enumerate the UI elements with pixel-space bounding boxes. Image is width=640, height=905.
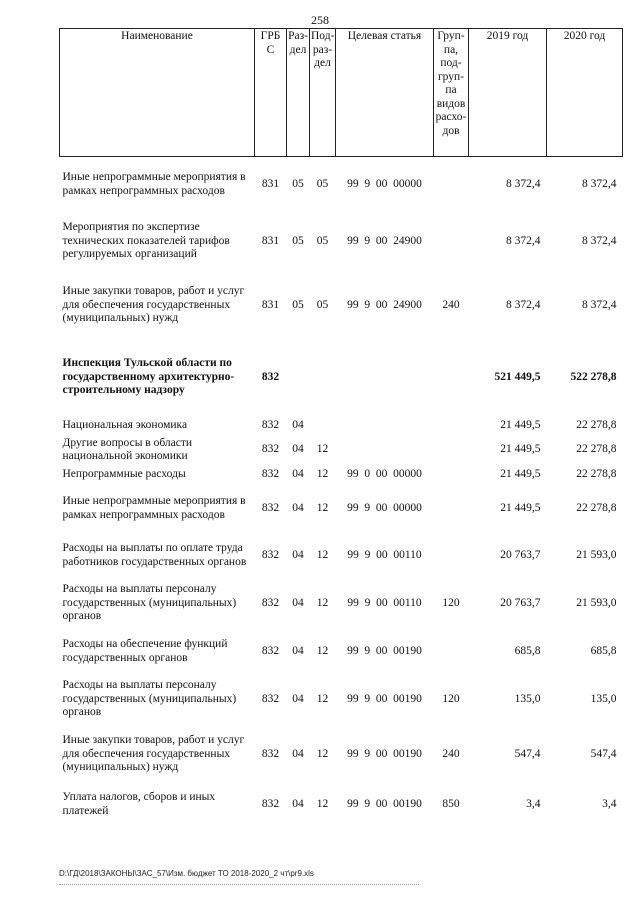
row-2020: 22 278,8: [576, 467, 617, 480]
row-2020: 685,8: [590, 644, 617, 657]
row-grbs: 832: [261, 418, 280, 431]
row-name: Непрограммные расходы: [62, 467, 186, 480]
row-2020: 3,4: [602, 797, 617, 810]
row-podrazdel: 12: [316, 692, 329, 705]
row-2020: 21 593,0: [576, 596, 617, 609]
table-row: [60, 437, 623, 464]
row-podrazdel: 12: [316, 596, 329, 609]
row-podrazdel: 12: [316, 501, 329, 514]
header-grbs: ГРБ С: [255, 29, 287, 157]
page-number: 258: [311, 13, 329, 27]
row-tselevaya: 99 9 00 00110: [347, 548, 422, 561]
row-gruppa: 850: [442, 797, 460, 810]
row-razdel: 05: [292, 298, 304, 311]
table-row: [60, 532, 623, 580]
row-tselevaya: 99 9 00 00190: [347, 692, 422, 705]
row-tselevaya: 99 9 00 00000: [347, 501, 422, 514]
table-row: [60, 628, 623, 676]
row-2019: 20 763,7: [500, 596, 541, 609]
row-2020: 8 372,4: [582, 298, 617, 311]
table-row: [60, 486, 623, 532]
row-2019: 685,8: [514, 644, 541, 657]
row-2019: 3,4: [526, 797, 541, 810]
row-2020: 22 278,8: [576, 501, 617, 514]
row-name: Национальная экономика: [62, 418, 188, 431]
row-2019: 20 763,7: [500, 548, 541, 561]
row-2019: 21 449,5: [500, 501, 541, 514]
row-name: Расходы на обеспечение функций государственных органов: [62, 638, 228, 664]
row-name: Иные непрограммные мероприятия в рамках непрограммных расходов: [62, 495, 246, 521]
row-razdel: 04: [292, 418, 304, 431]
row-gruppa: [434, 532, 469, 580]
row-razdel: 04: [292, 548, 304, 561]
row-gruppa: [434, 157, 469, 213]
row-name: Иные закупки товаров, работ и услуг для обеспечения государственных (муниципальных) нужд: [62, 734, 245, 774]
row-tselevaya: 99 0 00 00000: [347, 467, 422, 480]
row-tselevaya: 99 9 00 00000: [347, 178, 422, 190]
row-grbs: 832: [261, 548, 280, 561]
row-grbs: 831: [261, 234, 280, 247]
row-podrazdel: 12: [316, 548, 329, 561]
row-tselevaya: 99 9 00 24900: [347, 234, 422, 247]
table-row: [60, 464, 623, 486]
row-2020: 22 278,8: [576, 418, 617, 431]
footer-file-path: D:\ГД\2018\ЗАКОНЫ\ЗАС_57\Изм. бюджет ТО 2018-2020_2 чт\pr9.xls: [59, 869, 314, 878]
table-row: [60, 676, 623, 724]
row-gruppa: [434, 341, 469, 415]
table-row: [60, 580, 623, 628]
row-razdel: 05: [292, 234, 304, 247]
row-gruppa: [434, 628, 469, 676]
row-2020: 8 372,4: [582, 234, 617, 247]
row-name: Расходы на выплаты персоналу государственных (муниципальных) органов: [62, 583, 237, 623]
header-2019: 2019 год: [469, 29, 547, 157]
row-podrazdel: 05: [316, 178, 329, 190]
row-name: Расходы на выплаты по оплате труда работников государственных органов: [62, 542, 247, 568]
table-row: [60, 213, 623, 271]
row-grbs: 832: [261, 692, 280, 705]
row-grbs: 832: [261, 370, 280, 383]
row-razdel: 04: [292, 596, 304, 609]
header-razdel: Раз- дел: [287, 29, 310, 157]
row-2019: 547,4: [514, 747, 541, 760]
row-gruppa: 120: [442, 692, 460, 705]
row-tselevaya: [336, 341, 434, 415]
row-gruppa: [434, 486, 469, 532]
row-2020: 22 278,8: [576, 443, 617, 456]
row-2019: 21 449,5: [500, 467, 541, 480]
row-gruppa: 240: [442, 298, 460, 311]
row-2019: 21 449,5: [500, 418, 541, 431]
row-2019: 521 449,5: [494, 370, 541, 383]
table-row: [60, 415, 623, 437]
row-name: Мероприятия по экспертизе технических показателей тарифов регулируемых организаций: [62, 221, 230, 261]
row-tselevaya: 99 9 00 00110: [347, 596, 422, 609]
table-row: [60, 157, 623, 213]
row-grbs: 831: [261, 298, 280, 311]
row-2019: 21 449,5: [500, 443, 541, 456]
row-grbs: 832: [261, 644, 280, 657]
table-row: [60, 341, 623, 415]
row-tselevaya: 99 9 00 00190: [347, 644, 422, 657]
row-grbs: 832: [261, 501, 280, 514]
row-gruppa: 120: [442, 596, 460, 609]
row-gruppa: 240: [442, 747, 460, 760]
row-gruppa: [434, 415, 469, 437]
row-razdel: 04: [292, 644, 304, 657]
table-header-row: [60, 29, 623, 157]
row-podrazdel: 12: [316, 747, 329, 760]
row-razdel: 04: [292, 692, 304, 705]
header-2020: 2020 год: [547, 29, 623, 157]
row-name: Другие вопросы в области национальной экономики: [62, 436, 193, 462]
row-gruppa: [434, 464, 469, 486]
row-razdel: 04: [292, 797, 304, 810]
header-podrazdel: Под- раз- дел: [310, 29, 336, 157]
row-name: Уплата налогов, сборов и иных платежей: [62, 791, 216, 817]
header-tselevaya: Целевая статья: [336, 29, 434, 157]
row-2020: 21 593,0: [576, 548, 617, 561]
row-razdel: [287, 341, 310, 415]
row-gruppa: [434, 213, 469, 271]
row-razdel: 04: [292, 501, 304, 514]
row-grbs: 832: [261, 467, 280, 480]
row-2019: 135,0: [514, 692, 541, 705]
row-podrazdel: 05: [316, 298, 329, 311]
row-podrazdel: [310, 415, 336, 437]
row-podrazdel: [310, 341, 336, 415]
row-2020: 547,4: [590, 747, 617, 760]
row-tselevaya: 99 9 00 24900: [347, 298, 422, 311]
row-tselevaya: 99 9 00 00190: [347, 747, 422, 760]
row-grbs: 832: [261, 747, 280, 760]
row-razdel: 04: [292, 747, 304, 760]
row-razdel: 04: [292, 467, 304, 480]
row-name: Инспекция Тульской области по государственному архитектурно-строительному надзору: [62, 357, 235, 397]
row-2020: 522 278,8: [570, 370, 617, 383]
row-podrazdel: 12: [316, 467, 329, 480]
row-2020: 8 372,4: [582, 178, 617, 190]
row-podrazdel: 05: [316, 234, 329, 247]
row-2019: 8 372,4: [506, 234, 541, 247]
row-tselevaya: [336, 437, 434, 464]
header-gruppa: Груп- па, под- груп- па видов расхо- дов: [434, 29, 469, 157]
row-tselevaya: 99 9 00 00190: [347, 797, 422, 810]
row-podrazdel: 12: [316, 644, 329, 657]
row-gruppa: [434, 437, 469, 464]
row-podrazdel: 12: [316, 443, 329, 456]
row-2019: 8 372,4: [506, 178, 541, 190]
row-podrazdel: 12: [316, 797, 329, 810]
budget-table: [59, 28, 623, 824]
table-row: [60, 786, 623, 824]
row-name: Иные закупки товаров, работ и услуг для обеспечения государственных (муниципальных) нужд: [62, 285, 245, 325]
table-row: [60, 271, 623, 341]
row-grbs: 832: [261, 797, 280, 810]
row-2020: 135,0: [590, 692, 617, 705]
footer-rule: [59, 884, 419, 886]
row-grbs: 831: [261, 178, 280, 190]
row-name: Расходы на выплаты персоналу государственных (муниципальных) органов: [62, 679, 237, 719]
table-row: [60, 724, 623, 786]
row-tselevaya: [336, 415, 434, 437]
row-razdel: 04: [292, 443, 304, 456]
row-2019: 8 372,4: [506, 298, 541, 311]
row-grbs: 832: [261, 596, 280, 609]
header-name: Наименование: [60, 29, 255, 157]
row-grbs: 832: [261, 443, 280, 456]
row-name: Иные непрограммные мероприятия в рамках непрограммных расходов: [62, 171, 246, 197]
row-razdel: 05: [292, 178, 304, 190]
